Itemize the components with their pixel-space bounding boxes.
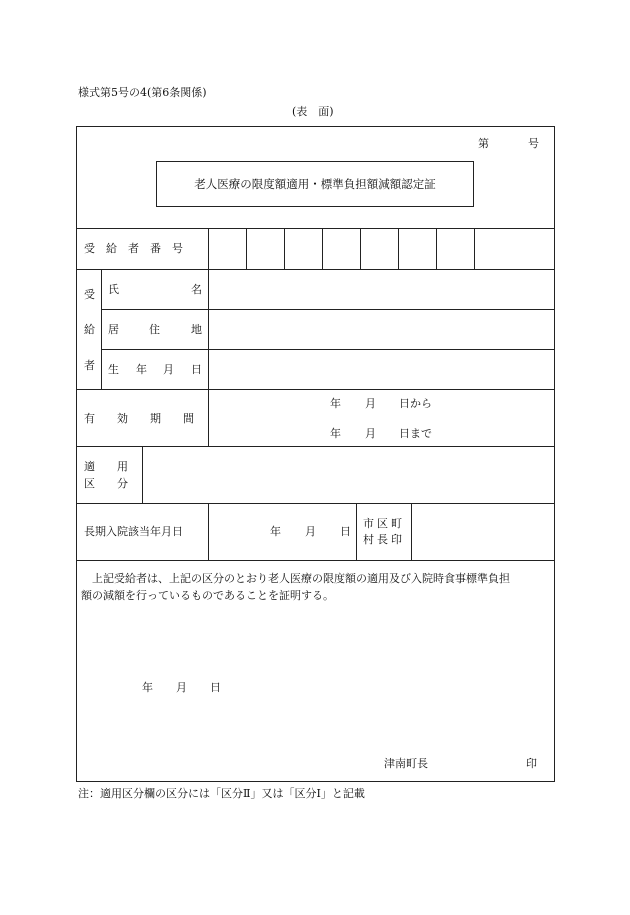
birth-label-1: 生 <box>108 363 119 376</box>
mayor-seal-label-1: 市区町 <box>363 517 405 530</box>
address-label-1: 居 <box>108 323 119 336</box>
row-divider <box>76 446 555 447</box>
issuer-seal: 印 <box>526 757 537 770</box>
applicable-class-label-1: 適 用 <box>84 460 128 473</box>
long-stay-month: 月 <box>305 525 316 538</box>
recipient-vertical-1: 受 <box>84 288 95 301</box>
valid-from-day: 日から <box>399 397 432 410</box>
long-stay-year: 年 <box>270 525 281 538</box>
issue-date-day: 日 <box>210 681 221 694</box>
valid-from-month: 月 <box>365 397 376 410</box>
number-label-go: 号 <box>528 137 539 150</box>
birth-label-4: 日 <box>191 363 202 376</box>
long-stay-day: 日 <box>340 525 351 538</box>
certification-text-line-2: 額の減額を行っているものであることを証明する。 <box>81 589 334 602</box>
number-label-dai: 第 <box>478 137 489 150</box>
certification-text-line-1: 上記受給者は、上記の区分のとおり老人医療の限度額の適用及び入院時食事標準負担 <box>92 572 510 585</box>
applicable-class-label-2: 区 分 <box>84 477 128 490</box>
valid-to-month: 月 <box>365 427 376 440</box>
number-cell-divider <box>246 228 247 269</box>
column-divider <box>208 228 209 446</box>
row-divider <box>101 309 555 310</box>
number-cell-divider <box>284 228 285 269</box>
row-divider <box>76 228 555 229</box>
certificate-title: 老人医療の限度額適用・標準負担額減額認定証 <box>194 177 436 191</box>
valid-to-day: 日まで <box>399 427 432 440</box>
issue-date-month: 月 <box>176 681 187 694</box>
row-divider <box>101 349 555 350</box>
number-cell-divider <box>436 228 437 269</box>
footnote: 注：適用区分欄の区分には「区分Ⅱ」又は「区分Ⅰ」と記載 <box>78 787 365 800</box>
column-divider <box>208 503 209 560</box>
number-cell-divider <box>322 228 323 269</box>
address-label-2: 住 <box>149 323 160 336</box>
recipient-number-label: 受 給 者 番 号 <box>84 242 183 255</box>
birth-label-3: 月 <box>163 363 174 376</box>
row-divider <box>76 269 555 270</box>
recipient-vertical-2: 給 <box>84 323 95 336</box>
side-label: (表 面) <box>292 105 334 118</box>
row-divider <box>76 389 555 390</box>
mayor-seal-label-2: 村長印 <box>363 533 405 546</box>
number-cell-divider <box>360 228 361 269</box>
recipient-vertical-3: 者 <box>84 359 95 372</box>
valid-period-label: 有 効 期 間 <box>84 412 194 425</box>
column-divider <box>356 503 357 560</box>
number-cell-divider <box>398 228 399 269</box>
number-cell-divider <box>474 228 475 269</box>
address-label-3: 地 <box>191 323 202 336</box>
long-stay-label: 長期入院該当年月日 <box>84 525 183 538</box>
row-divider <box>76 503 555 504</box>
birth-label-2: 年 <box>136 363 147 376</box>
column-divider <box>101 269 102 389</box>
form-number: 様式第5号の4(第6条関係) <box>78 86 207 99</box>
name-label-right: 名 <box>191 283 202 296</box>
issue-date-year: 年 <box>142 681 153 694</box>
valid-to-year: 年 <box>330 427 341 440</box>
column-divider <box>411 503 412 560</box>
name-label-left: 氏 <box>108 283 119 296</box>
valid-from-year: 年 <box>330 397 341 410</box>
column-divider <box>142 446 143 503</box>
issuer-name: 津南町長 <box>384 757 428 770</box>
row-divider <box>76 560 555 561</box>
